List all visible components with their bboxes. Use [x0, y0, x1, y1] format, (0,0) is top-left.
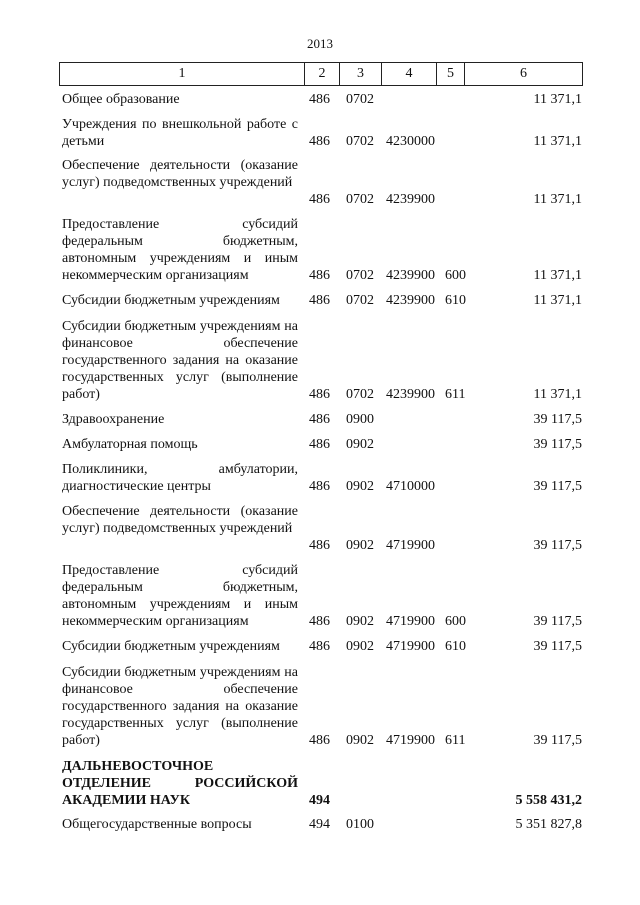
row-col-2: 486 — [309, 192, 330, 207]
row-col-3: 0702 — [346, 192, 374, 207]
row-col-4: 4719900 — [386, 733, 435, 748]
row-col-4: 4230000 — [386, 134, 435, 149]
table-row — [0, 216, 640, 284]
row-col-4: 4239900 — [386, 293, 435, 308]
row-col-2: 486 — [309, 479, 330, 494]
row-col-4: 4719900 — [386, 614, 435, 629]
row-col-6: 11 371,1 — [533, 134, 582, 149]
row-col-5: 610 — [445, 639, 466, 654]
table-row-bold — [0, 758, 640, 809]
row-col-6: 39 117,5 — [533, 614, 582, 629]
row-col-2: 494 — [309, 793, 330, 808]
header-col-4: 4 — [382, 63, 437, 85]
row-name: Субсидии бюджетным учреждениям — [62, 293, 280, 308]
row-col-6: 5 351 827,8 — [515, 817, 582, 832]
row-col-2: 486 — [309, 412, 330, 427]
table-header — [59, 62, 583, 86]
row-col-4: 4239900 — [386, 387, 435, 402]
header-col-1: 1 — [60, 63, 305, 85]
header-col-5: 5 — [437, 63, 465, 85]
row-col-4: 4239900 — [386, 192, 435, 207]
row-col-5: 611 — [445, 387, 466, 402]
row-col-6: 39 117,5 — [533, 538, 582, 553]
row-col-5: 600 — [445, 614, 466, 629]
row-name: Общее образование — [62, 92, 180, 107]
row-col-2: 486 — [309, 92, 330, 107]
row-col-3: 0902 — [346, 733, 374, 748]
row-col-6: 39 117,5 — [533, 479, 582, 494]
row-name: Учреждения по внешкольной работе с детьми — [62, 117, 298, 149]
row-col-2: 486 — [309, 538, 330, 553]
row-col-4: 4710000 — [386, 479, 435, 494]
header-col-2: 2 — [305, 63, 340, 85]
row-col-6: 39 117,5 — [533, 412, 582, 427]
row-col-2: 486 — [309, 639, 330, 654]
row-col-6: 39 117,5 — [533, 437, 582, 452]
table-row — [0, 436, 640, 453]
row-col-5: 600 — [445, 268, 466, 283]
row-col-6: 39 117,5 — [533, 639, 582, 654]
table-row — [0, 292, 640, 309]
row-col-3: 0702 — [346, 268, 374, 283]
row-name: Субсидии бюджетным учреждениям на финансовое обеспечение государственного задания на оказание государственных услуг (выполнение работ) — [62, 665, 298, 748]
row-name: ДАЛЬНЕВОСТОЧНОЕ ОТДЕЛЕНИЕ РОССИЙСКОЙ АКАДЕМИИ НАУК — [62, 759, 298, 808]
row-col-6: 11 371,1 — [533, 192, 582, 207]
row-col-6: 11 371,1 — [533, 387, 582, 402]
row-col-2: 486 — [309, 614, 330, 629]
header-col-6: 6 — [520, 66, 527, 81]
row-col-2: 494 — [309, 817, 330, 832]
row-col-3: 0702 — [346, 134, 374, 149]
row-col-6: 11 371,1 — [533, 92, 582, 107]
page-number: 2013 — [307, 36, 333, 51]
table-row — [0, 116, 640, 150]
row-col-5: 611 — [445, 733, 466, 748]
table-row — [0, 411, 640, 428]
row-col-3: 0902 — [346, 614, 374, 629]
row-col-2: 486 — [309, 293, 330, 308]
row-col-6: 5 558 431,2 — [515, 793, 582, 808]
table-row — [0, 318, 640, 403]
row-col-2: 486 — [309, 134, 330, 149]
row-name: Обеспечение деятельности (оказание услуг) подведомственных учреждений — [62, 158, 298, 190]
row-name: Субсидии бюджетным учреждениям на финансовое обеспечение государственного задания на оказание государственных услуг (выполнение работ) — [62, 319, 298, 402]
row-col-5: 610 — [445, 293, 466, 308]
row-col-3: 0900 — [346, 412, 374, 427]
table-row — [0, 503, 640, 554]
row-col-2: 486 — [309, 733, 330, 748]
row-name: Субсидии бюджетным учреждениям — [62, 639, 280, 654]
row-name: Амбулаторная помощь — [62, 437, 198, 452]
row-col-3: 0902 — [346, 538, 374, 553]
row-col-4: 4719900 — [386, 538, 435, 553]
row-col-4: 4239900 — [386, 268, 435, 283]
table-row — [0, 664, 640, 749]
table-row — [0, 461, 640, 495]
table-row — [0, 91, 640, 108]
row-name: Предоставление субсидий федеральным бюджетным, автономным учреждениям и иным некоммерческим организациям — [62, 563, 298, 629]
row-col-3: 0100 — [346, 817, 374, 832]
row-col-3: 0902 — [346, 437, 374, 452]
row-col-4: 4719900 — [386, 639, 435, 654]
table-row — [0, 562, 640, 630]
table-row — [0, 638, 640, 655]
row-col-3: 0902 — [346, 639, 374, 654]
row-col-3: 0702 — [346, 92, 374, 107]
table-row — [0, 157, 640, 208]
row-col-3: 0902 — [346, 479, 374, 494]
row-name: Предоставление субсидий федеральным бюджетным, автономным учреждениям и иным некоммерческим организациям — [62, 217, 298, 283]
row-col-3: 0702 — [346, 387, 374, 402]
row-col-3: 0702 — [346, 293, 374, 308]
row-name: Общегосударственные вопросы — [62, 817, 252, 832]
row-name: Здравоохранение — [62, 412, 165, 427]
row-col-2: 486 — [309, 387, 330, 402]
row-name: Обеспечение деятельности (оказание услуг) подведомственных учреждений — [62, 504, 298, 536]
row-col-6: 11 371,1 — [533, 293, 582, 308]
table-row — [0, 816, 640, 833]
row-name: Поликлиники, амбулатории, диагностические центры — [62, 462, 298, 494]
row-col-6: 11 371,1 — [533, 268, 582, 283]
row-col-6: 39 117,5 — [533, 733, 582, 748]
row-col-2: 486 — [309, 268, 330, 283]
header-col-3: 3 — [340, 63, 382, 85]
row-col-2: 486 — [309, 437, 330, 452]
